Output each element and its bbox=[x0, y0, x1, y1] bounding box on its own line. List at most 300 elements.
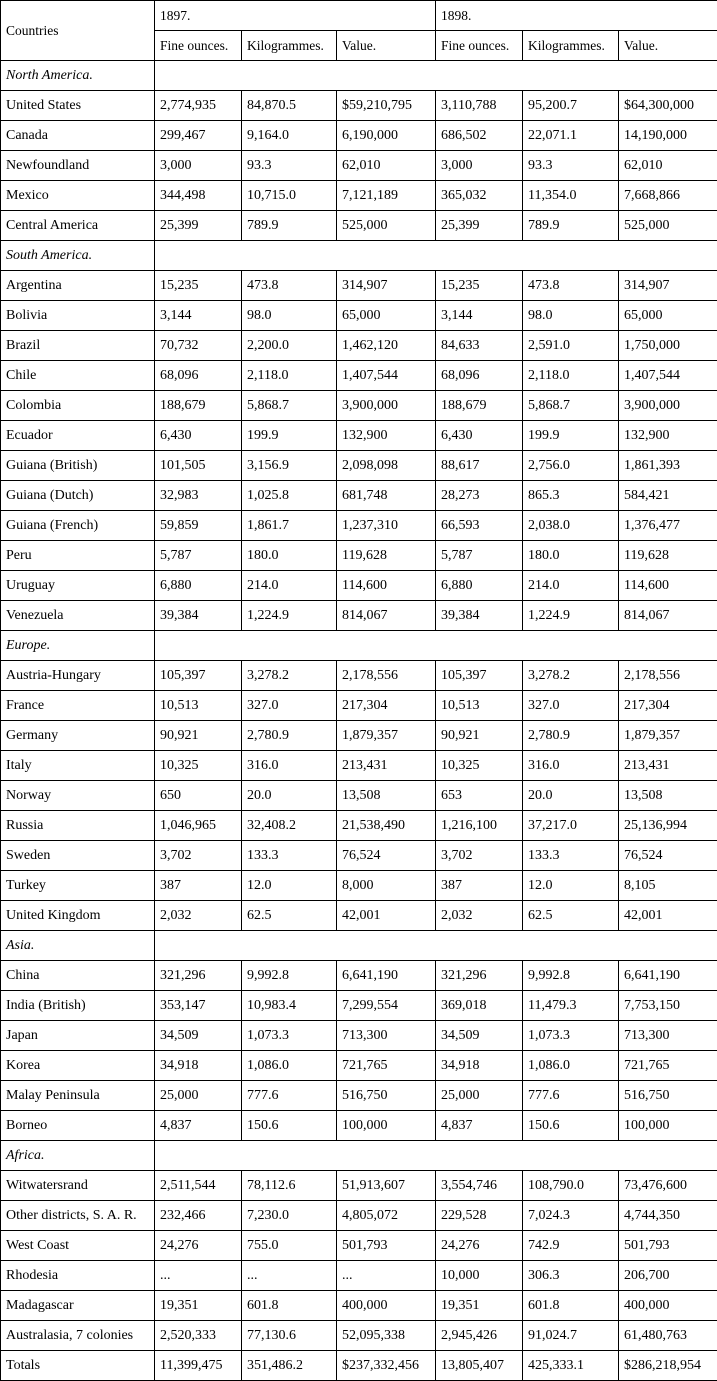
value-cell: 25,000 bbox=[436, 1081, 523, 1111]
column-header: Kilogrammes. bbox=[523, 31, 619, 61]
value-cell: 180.0 bbox=[242, 541, 337, 571]
value-cell: 114,600 bbox=[337, 571, 436, 601]
value-cell: 15,235 bbox=[436, 271, 523, 301]
value-cell: 789.9 bbox=[523, 211, 619, 241]
value-cell: 9,992.8 bbox=[242, 961, 337, 991]
country-cell: Colombia bbox=[1, 391, 155, 421]
value-cell: 217,304 bbox=[619, 691, 717, 721]
value-cell: 721,765 bbox=[619, 1051, 717, 1081]
value-cell: 229,528 bbox=[436, 1201, 523, 1231]
section-spacer bbox=[155, 1141, 717, 1171]
table-row bbox=[1, 541, 717, 571]
value-cell: 217,304 bbox=[337, 691, 436, 721]
value-cell: 39,384 bbox=[155, 601, 242, 631]
value-cell: 93.3 bbox=[523, 151, 619, 181]
value-cell: 1,216,100 bbox=[436, 811, 523, 841]
value-cell: 78,112.6 bbox=[242, 1171, 337, 1201]
country-cell: Uruguay bbox=[1, 571, 155, 601]
value-cell: 2,118.0 bbox=[242, 361, 337, 391]
value-cell: 501,793 bbox=[337, 1231, 436, 1261]
value-cell: 681,748 bbox=[337, 481, 436, 511]
column-header: Value. bbox=[619, 31, 717, 61]
country-cell: Australasia, 7 colonies bbox=[1, 1321, 155, 1351]
table-row bbox=[1, 271, 717, 301]
value-cell: 199.9 bbox=[242, 421, 337, 451]
value-cell: 119,628 bbox=[619, 541, 717, 571]
totals-value: 13,805,407 bbox=[436, 1351, 523, 1381]
value-cell: 721,765 bbox=[337, 1051, 436, 1081]
country-cell: West Coast bbox=[1, 1231, 155, 1261]
value-cell: 2,511,544 bbox=[155, 1171, 242, 1201]
totals-value: 11,399,475 bbox=[155, 1351, 242, 1381]
value-cell: 20.0 bbox=[523, 781, 619, 811]
value-cell: 150.6 bbox=[242, 1111, 337, 1141]
value-cell: 306.3 bbox=[523, 1261, 619, 1291]
value-cell: 2,780.9 bbox=[523, 721, 619, 751]
country-cell: India (British) bbox=[1, 991, 155, 1021]
value-cell: 316.0 bbox=[523, 751, 619, 781]
value-cell: 61,480,763 bbox=[619, 1321, 717, 1351]
country-cell: Peru bbox=[1, 541, 155, 571]
value-cell: 742.9 bbox=[523, 1231, 619, 1261]
value-cell: 1,086.0 bbox=[523, 1051, 619, 1081]
value-cell: 601.8 bbox=[242, 1291, 337, 1321]
value-cell: 9,992.8 bbox=[523, 961, 619, 991]
value-cell: 22,071.1 bbox=[523, 121, 619, 151]
value-cell: 95,200.7 bbox=[523, 91, 619, 121]
value-cell: 2,774,935 bbox=[155, 91, 242, 121]
value-cell: 21,538,490 bbox=[337, 811, 436, 841]
country-cell: Guiana (French) bbox=[1, 511, 155, 541]
value-cell: 42,001 bbox=[337, 901, 436, 931]
value-cell: 601.8 bbox=[523, 1291, 619, 1321]
value-cell: 5,787 bbox=[436, 541, 523, 571]
value-cell: 777.6 bbox=[523, 1081, 619, 1111]
value-cell: 1,086.0 bbox=[242, 1051, 337, 1081]
table-row bbox=[1, 1051, 717, 1081]
value-cell: 1,025.8 bbox=[242, 481, 337, 511]
value-cell: 188,679 bbox=[436, 391, 523, 421]
value-cell: 52,095,338 bbox=[337, 1321, 436, 1351]
country-cell: Japan bbox=[1, 1021, 155, 1051]
value-cell: 10,715.0 bbox=[242, 181, 337, 211]
value-cell: 132,900 bbox=[337, 421, 436, 451]
table-row bbox=[1, 811, 717, 841]
value-cell: 4,744,350 bbox=[619, 1201, 717, 1231]
value-cell: 232,466 bbox=[155, 1201, 242, 1231]
country-cell: Brazil bbox=[1, 331, 155, 361]
value-cell: 62.5 bbox=[242, 901, 337, 931]
value-cell: 1,376,477 bbox=[619, 511, 717, 541]
section-row bbox=[1, 61, 717, 91]
value-cell: 2,200.0 bbox=[242, 331, 337, 361]
table-row bbox=[1, 841, 717, 871]
value-cell: 3,278.2 bbox=[523, 661, 619, 691]
value-cell: 42,001 bbox=[619, 901, 717, 931]
country-cell: Newfoundland bbox=[1, 151, 155, 181]
section-title: Europe. bbox=[1, 631, 155, 661]
table-row bbox=[1, 181, 717, 211]
value-cell: 32,983 bbox=[155, 481, 242, 511]
country-cell: Korea bbox=[1, 1051, 155, 1081]
table-row bbox=[1, 1201, 717, 1231]
value-cell: 1,861,393 bbox=[619, 451, 717, 481]
value-cell: 1,879,357 bbox=[619, 721, 717, 751]
table-row bbox=[1, 211, 717, 241]
value-cell: 653 bbox=[436, 781, 523, 811]
value-cell: 12.0 bbox=[242, 871, 337, 901]
table-row bbox=[1, 1171, 717, 1201]
country-cell: France bbox=[1, 691, 155, 721]
section-spacer bbox=[155, 241, 717, 271]
value-cell: 6,430 bbox=[155, 421, 242, 451]
value-cell: 3,144 bbox=[155, 301, 242, 331]
value-cell: 1,861.7 bbox=[242, 511, 337, 541]
table-row bbox=[1, 751, 717, 781]
value-cell: 516,750 bbox=[619, 1081, 717, 1111]
value-cell: 206,700 bbox=[619, 1261, 717, 1291]
value-cell: 70,732 bbox=[155, 331, 242, 361]
value-cell: 327.0 bbox=[523, 691, 619, 721]
value-cell: 20.0 bbox=[242, 781, 337, 811]
table-row bbox=[1, 601, 717, 631]
value-cell: $64,300,000 bbox=[619, 91, 717, 121]
value-cell: 105,397 bbox=[436, 661, 523, 691]
value-cell: 473.8 bbox=[242, 271, 337, 301]
value-cell: 369,018 bbox=[436, 991, 523, 1021]
value-cell: 713,300 bbox=[619, 1021, 717, 1051]
value-cell: 84,870.5 bbox=[242, 91, 337, 121]
value-cell: 473.8 bbox=[523, 271, 619, 301]
value-cell: 4,837 bbox=[155, 1111, 242, 1141]
value-cell: 132,900 bbox=[619, 421, 717, 451]
value-cell: 10,325 bbox=[436, 751, 523, 781]
value-cell: 77,130.6 bbox=[242, 1321, 337, 1351]
value-cell: 199.9 bbox=[523, 421, 619, 451]
totals-row bbox=[1, 1351, 717, 1381]
countries-header: Countries bbox=[1, 1, 155, 61]
country-cell: China bbox=[1, 961, 155, 991]
value-cell: 314,907 bbox=[337, 271, 436, 301]
value-cell: 713,300 bbox=[337, 1021, 436, 1051]
totals-value: 425,333.1 bbox=[523, 1351, 619, 1381]
country-cell: Chile bbox=[1, 361, 155, 391]
section-spacer bbox=[155, 631, 717, 661]
value-cell: 516,750 bbox=[337, 1081, 436, 1111]
value-cell: 7,230.0 bbox=[242, 1201, 337, 1231]
table-row bbox=[1, 661, 717, 691]
table-row bbox=[1, 1231, 717, 1261]
section-row bbox=[1, 631, 717, 661]
value-cell: 24,276 bbox=[436, 1231, 523, 1261]
table-row bbox=[1, 781, 717, 811]
value-cell: 501,793 bbox=[619, 1231, 717, 1261]
value-cell: 7,024.3 bbox=[523, 1201, 619, 1231]
value-cell: 814,067 bbox=[619, 601, 717, 631]
value-cell: 14,190,000 bbox=[619, 121, 717, 151]
table-row bbox=[1, 301, 717, 331]
value-cell: 51,913,607 bbox=[337, 1171, 436, 1201]
value-cell: 25,136,994 bbox=[619, 811, 717, 841]
value-cell: 150.6 bbox=[523, 1111, 619, 1141]
value-cell: 525,000 bbox=[619, 211, 717, 241]
value-cell: 11,479.3 bbox=[523, 991, 619, 1021]
value-cell: 88,617 bbox=[436, 451, 523, 481]
table-row bbox=[1, 481, 717, 511]
country-cell: Germany bbox=[1, 721, 155, 751]
section-title: North America. bbox=[1, 61, 155, 91]
value-cell: 76,524 bbox=[337, 841, 436, 871]
value-cell: 387 bbox=[155, 871, 242, 901]
value-cell: 114,600 bbox=[619, 571, 717, 601]
value-cell: 10,513 bbox=[155, 691, 242, 721]
value-cell: 6,190,000 bbox=[337, 121, 436, 151]
country-cell: Ecuador bbox=[1, 421, 155, 451]
value-cell: 7,668,866 bbox=[619, 181, 717, 211]
value-cell: 5,868.7 bbox=[242, 391, 337, 421]
table-row bbox=[1, 1321, 717, 1351]
value-cell: 2,756.0 bbox=[523, 451, 619, 481]
country-cell: Russia bbox=[1, 811, 155, 841]
value-cell: 100,000 bbox=[619, 1111, 717, 1141]
country-cell: Borneo bbox=[1, 1111, 155, 1141]
value-cell: 755.0 bbox=[242, 1231, 337, 1261]
value-cell: 98.0 bbox=[523, 301, 619, 331]
section-spacer bbox=[155, 61, 717, 91]
value-cell: 7,299,554 bbox=[337, 991, 436, 1021]
value-cell: 650 bbox=[155, 781, 242, 811]
table-row bbox=[1, 691, 717, 721]
value-cell: 24,276 bbox=[155, 1231, 242, 1261]
country-cell: Guiana (British) bbox=[1, 451, 155, 481]
table-row bbox=[1, 91, 717, 121]
value-cell: 3,278.2 bbox=[242, 661, 337, 691]
value-cell: 73,476,600 bbox=[619, 1171, 717, 1201]
value-cell: 1,750,000 bbox=[619, 331, 717, 361]
value-cell: 6,880 bbox=[155, 571, 242, 601]
section-title: South America. bbox=[1, 241, 155, 271]
value-cell: 34,918 bbox=[436, 1051, 523, 1081]
value-cell: 25,399 bbox=[155, 211, 242, 241]
value-cell: 180.0 bbox=[523, 541, 619, 571]
value-cell: 101,505 bbox=[155, 451, 242, 481]
country-cell: Rhodesia bbox=[1, 1261, 155, 1291]
value-cell: 3,110,788 bbox=[436, 91, 523, 121]
value-cell: 93.3 bbox=[242, 151, 337, 181]
value-cell: 10,983.4 bbox=[242, 991, 337, 1021]
value-cell: 105,397 bbox=[155, 661, 242, 691]
value-cell: 19,351 bbox=[155, 1291, 242, 1321]
value-cell: 2,945,426 bbox=[436, 1321, 523, 1351]
country-cell: Other districts, S. A. R. bbox=[1, 1201, 155, 1231]
value-cell: 344,498 bbox=[155, 181, 242, 211]
value-cell: ... bbox=[155, 1261, 242, 1291]
value-cell: 8,000 bbox=[337, 871, 436, 901]
value-cell: 2,038.0 bbox=[523, 511, 619, 541]
value-cell: 13,508 bbox=[619, 781, 717, 811]
section-spacer bbox=[155, 931, 717, 961]
value-cell: 6,641,190 bbox=[619, 961, 717, 991]
value-cell: 84,633 bbox=[436, 331, 523, 361]
value-cell: 3,554,746 bbox=[436, 1171, 523, 1201]
value-cell: 525,000 bbox=[337, 211, 436, 241]
value-cell: 316.0 bbox=[242, 751, 337, 781]
value-cell: 2,780.9 bbox=[242, 721, 337, 751]
value-cell: 76,524 bbox=[619, 841, 717, 871]
value-cell: 327.0 bbox=[242, 691, 337, 721]
value-cell: 59,859 bbox=[155, 511, 242, 541]
value-cell: 62.5 bbox=[523, 901, 619, 931]
value-cell: 10,000 bbox=[436, 1261, 523, 1291]
country-cell: United States bbox=[1, 91, 155, 121]
country-cell: Guiana (Dutch) bbox=[1, 481, 155, 511]
value-cell: $59,210,795 bbox=[337, 91, 436, 121]
table-row bbox=[1, 871, 717, 901]
table-row bbox=[1, 1261, 717, 1291]
table-row bbox=[1, 1291, 717, 1321]
value-cell: 213,431 bbox=[337, 751, 436, 781]
section-title: Asia. bbox=[1, 931, 155, 961]
value-cell: 789.9 bbox=[242, 211, 337, 241]
value-cell: 321,296 bbox=[155, 961, 242, 991]
value-cell: 32,408.2 bbox=[242, 811, 337, 841]
country-cell: Witwatersrand bbox=[1, 1171, 155, 1201]
value-cell: 1,073.3 bbox=[523, 1021, 619, 1051]
value-cell: 3,702 bbox=[436, 841, 523, 871]
table-row bbox=[1, 451, 717, 481]
totals-value: 351,486.2 bbox=[242, 1351, 337, 1381]
country-cell: Venezuela bbox=[1, 601, 155, 631]
totals-value: $237,332,456 bbox=[337, 1351, 436, 1381]
country-cell: Sweden bbox=[1, 841, 155, 871]
value-cell: 13,508 bbox=[337, 781, 436, 811]
table-row bbox=[1, 121, 717, 151]
value-cell: 19,351 bbox=[436, 1291, 523, 1321]
value-cell: 34,509 bbox=[155, 1021, 242, 1051]
value-cell: 6,641,190 bbox=[337, 961, 436, 991]
value-cell: 1,073.3 bbox=[242, 1021, 337, 1051]
value-cell: 7,753,150 bbox=[619, 991, 717, 1021]
table-row bbox=[1, 961, 717, 991]
value-cell: 39,384 bbox=[436, 601, 523, 631]
column-header: Fine ounces. bbox=[436, 31, 523, 61]
value-cell: 10,513 bbox=[436, 691, 523, 721]
value-cell: 25,000 bbox=[155, 1081, 242, 1111]
value-cell: 365,032 bbox=[436, 181, 523, 211]
country-cell: Malay Peninsula bbox=[1, 1081, 155, 1111]
value-cell: 5,868.7 bbox=[523, 391, 619, 421]
value-cell: 3,000 bbox=[155, 151, 242, 181]
value-cell: 37,217.0 bbox=[523, 811, 619, 841]
value-cell: 2,118.0 bbox=[523, 361, 619, 391]
value-cell: 2,032 bbox=[436, 901, 523, 931]
value-cell: 387 bbox=[436, 871, 523, 901]
value-cell: 1,462,120 bbox=[337, 331, 436, 361]
value-cell: 4,805,072 bbox=[337, 1201, 436, 1231]
value-cell: 12.0 bbox=[523, 871, 619, 901]
value-cell: 6,880 bbox=[436, 571, 523, 601]
totals-label: Totals bbox=[1, 1351, 155, 1381]
table-row bbox=[1, 1081, 717, 1111]
country-cell: United Kingdom bbox=[1, 901, 155, 931]
value-cell: 400,000 bbox=[337, 1291, 436, 1321]
section-title: Africa. bbox=[1, 1141, 155, 1171]
table-row bbox=[1, 511, 717, 541]
value-cell: 68,096 bbox=[155, 361, 242, 391]
section-row bbox=[1, 931, 717, 961]
value-cell: 10,325 bbox=[155, 751, 242, 781]
value-cell: 1,237,310 bbox=[337, 511, 436, 541]
value-cell: 5,787 bbox=[155, 541, 242, 571]
value-cell: 3,000 bbox=[436, 151, 523, 181]
value-cell: 8,105 bbox=[619, 871, 717, 901]
country-cell: Canada bbox=[1, 121, 155, 151]
value-cell: 3,156.9 bbox=[242, 451, 337, 481]
value-cell: 865.3 bbox=[523, 481, 619, 511]
section-row bbox=[1, 241, 717, 271]
country-cell: Madagascar bbox=[1, 1291, 155, 1321]
value-cell: 214.0 bbox=[242, 571, 337, 601]
value-cell: 91,024.7 bbox=[523, 1321, 619, 1351]
value-cell: 62,010 bbox=[619, 151, 717, 181]
value-cell: 2,032 bbox=[155, 901, 242, 931]
value-cell: 3,144 bbox=[436, 301, 523, 331]
value-cell: 3,900,000 bbox=[337, 391, 436, 421]
table-row bbox=[1, 901, 717, 931]
value-cell: 1,407,544 bbox=[337, 361, 436, 391]
value-cell: 68,096 bbox=[436, 361, 523, 391]
value-cell: 90,921 bbox=[436, 721, 523, 751]
totals-value: $286,218,954 bbox=[619, 1351, 717, 1381]
value-cell: 98.0 bbox=[242, 301, 337, 331]
value-cell: 3,900,000 bbox=[619, 391, 717, 421]
value-cell: 28,273 bbox=[436, 481, 523, 511]
value-cell: 25,399 bbox=[436, 211, 523, 241]
value-cell: 9,164.0 bbox=[242, 121, 337, 151]
value-cell: 2,178,556 bbox=[337, 661, 436, 691]
country-cell: Italy bbox=[1, 751, 155, 781]
value-cell: ... bbox=[242, 1261, 337, 1291]
country-cell: Bolivia bbox=[1, 301, 155, 331]
value-cell: 814,067 bbox=[337, 601, 436, 631]
country-cell: Mexico bbox=[1, 181, 155, 211]
country-cell: Central America bbox=[1, 211, 155, 241]
country-cell: Austria-Hungary bbox=[1, 661, 155, 691]
value-cell: 1,046,965 bbox=[155, 811, 242, 841]
value-cell: 1,224.9 bbox=[523, 601, 619, 631]
value-cell: 1,407,544 bbox=[619, 361, 717, 391]
value-cell: 188,679 bbox=[155, 391, 242, 421]
year-1898-header: 1898. bbox=[436, 1, 717, 31]
value-cell: 133.3 bbox=[523, 841, 619, 871]
table-row bbox=[1, 391, 717, 421]
value-cell: 100,000 bbox=[337, 1111, 436, 1141]
table-row bbox=[1, 151, 717, 181]
column-header: Fine ounces. bbox=[155, 31, 242, 61]
value-cell: 214.0 bbox=[523, 571, 619, 601]
value-cell: 1,224.9 bbox=[242, 601, 337, 631]
column-header: Kilogrammes. bbox=[242, 31, 337, 61]
country-cell: Turkey bbox=[1, 871, 155, 901]
country-cell: Norway bbox=[1, 781, 155, 811]
value-cell: 314,907 bbox=[619, 271, 717, 301]
value-cell: 6,430 bbox=[436, 421, 523, 451]
value-cell: 321,296 bbox=[436, 961, 523, 991]
value-cell: 3,702 bbox=[155, 841, 242, 871]
value-cell: 65,000 bbox=[619, 301, 717, 331]
value-cell: 65,000 bbox=[337, 301, 436, 331]
value-cell: 2,098,098 bbox=[337, 451, 436, 481]
